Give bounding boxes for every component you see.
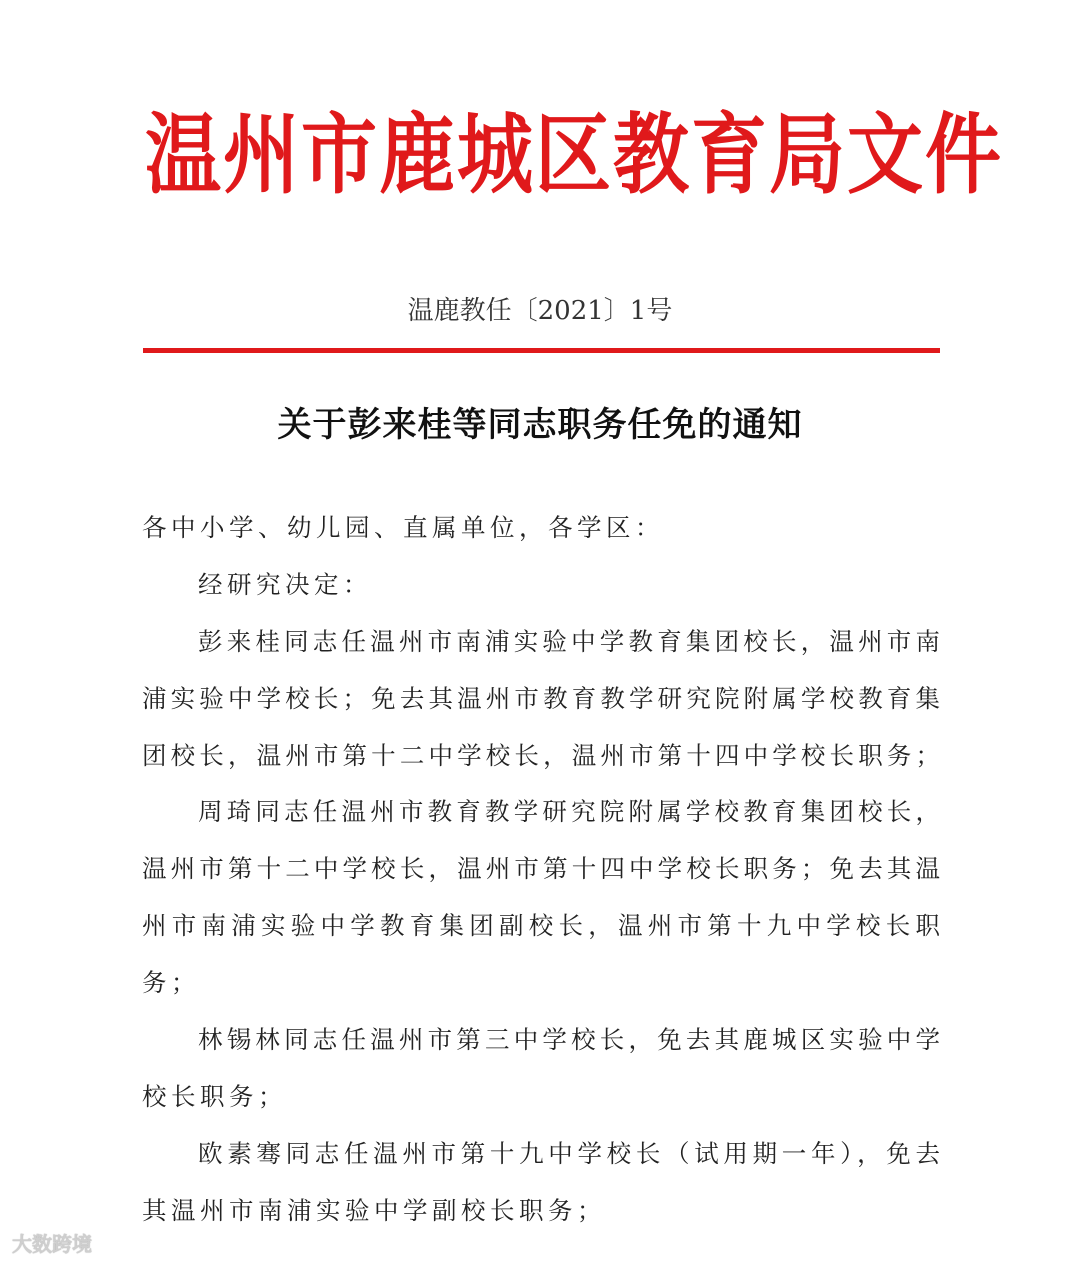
header-char: 鹿 xyxy=(379,102,457,206)
body-line: 州市南浦实验中学教育集团副校长，温州市第十九中学校长职 xyxy=(142,911,940,941)
body-line: 欧素骞同志任温州市第十九中学校长（试用期一年），免去 xyxy=(198,1138,940,1168)
body-line: 彭来桂同志任温州市南浦实验中学教育集团校长，温州市南 xyxy=(198,626,940,656)
red-divider xyxy=(143,348,940,353)
header-char: 局 xyxy=(769,102,847,206)
header-char: 育 xyxy=(691,102,769,206)
body-line: 温州市第十二中学校长，温州市第十四中学校长职务；免去其温 xyxy=(142,854,940,884)
header-char: 州 xyxy=(223,102,301,206)
header-char: 市 xyxy=(301,102,379,206)
notice-title: 关于彭来桂等同志职务任免的通知 xyxy=(277,405,803,445)
body-line: 周琦同志任温州市教育教学研究院附属学校教育集团校长， xyxy=(198,797,940,827)
header-char: 教 xyxy=(613,102,691,206)
document-header-title xyxy=(145,84,1003,211)
body-line: 各中小学、幼儿园、直属单位，各学区： xyxy=(142,513,664,542)
body-line: 林锡林同志任温州市第三中学校长，免去其鹿城区实验中学 xyxy=(198,1025,940,1055)
document-number: 温鹿教任〔2021〕1号 xyxy=(407,296,673,326)
body-line: 其温州市南浦实验中学副校长职务； xyxy=(142,1195,606,1225)
body-line: 团校长，温州市第十二中学校长，温州市第十四中学校长职务； xyxy=(142,740,940,770)
notice-body xyxy=(142,508,940,1248)
watermark: 大数跨境 xyxy=(12,1232,92,1256)
header-char: 件 xyxy=(925,102,1003,206)
body-line: 浦实验中学校长；免去其温州市教育教学研究院附属学校教育集 xyxy=(142,683,940,713)
header-char: 区 xyxy=(535,102,613,206)
body-line: 校长职务； xyxy=(142,1081,287,1111)
header-char: 文 xyxy=(847,102,925,206)
body-line: 务； xyxy=(142,968,200,998)
header-char: 城 xyxy=(457,102,535,206)
body-line: 经研究决定： xyxy=(198,569,372,599)
header-char: 温 xyxy=(145,102,223,206)
